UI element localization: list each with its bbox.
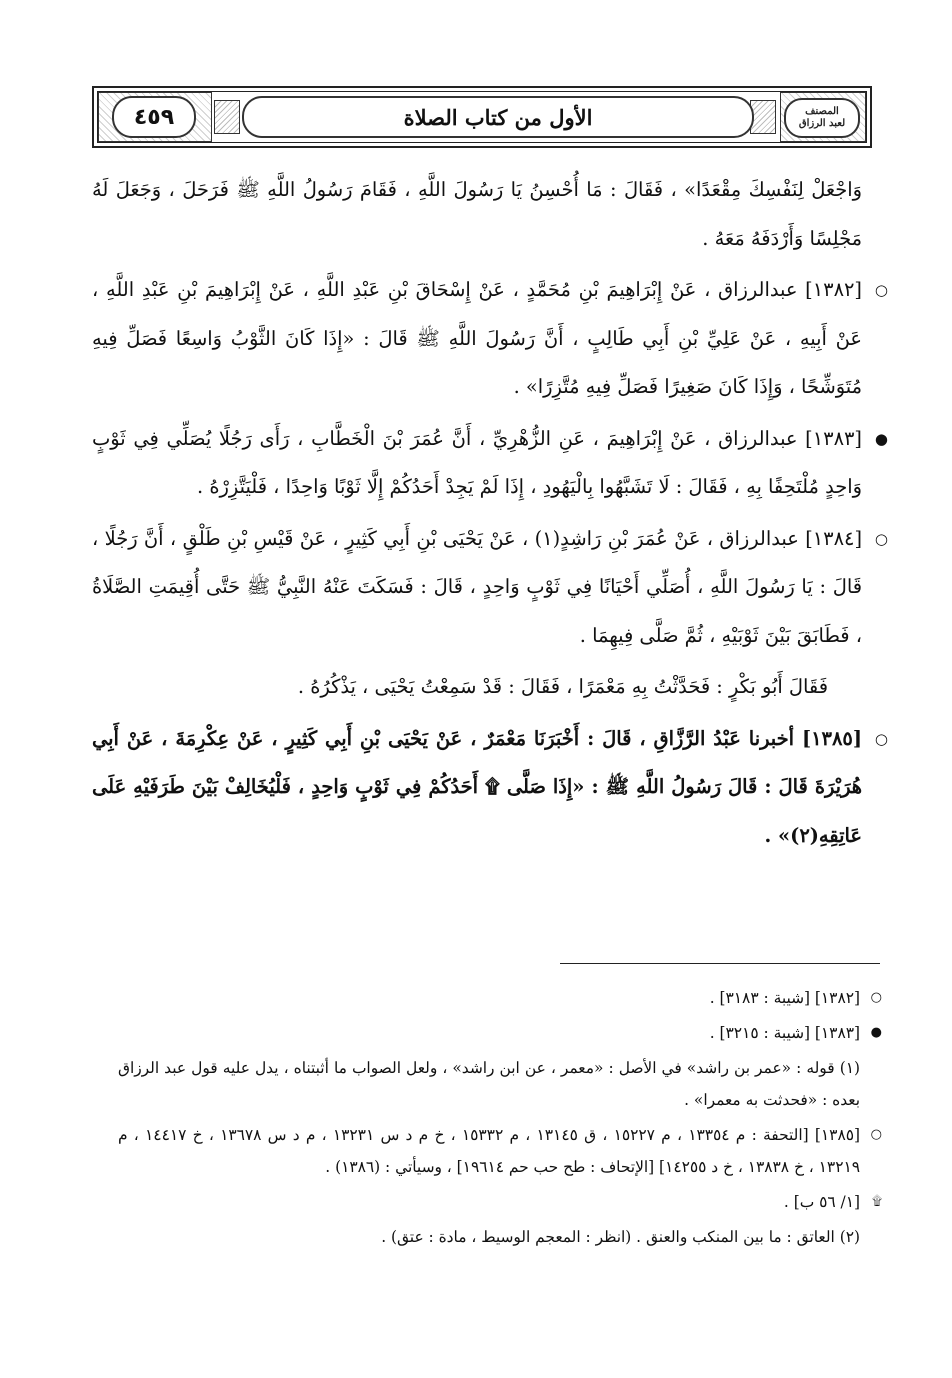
solid-circle-marker: ● <box>874 429 888 448</box>
hadith-1385: ○ [١٣٨٥] أخبرنا عَبْدُ الرَّزَّاقِ ، قَالَ : أَخْبَرَنَا مَعْمَرٌ ، عَنْ يَحْيَى بْنِ أَبِي كَثِيرٍ ، عَنْ عِكْرِمَةَ ، عَنْ أَبِي هُرَيْرَةَ قَالَ : قَالَ رَسُولُ اللَّهِ ﷺ : «إِذَا صَلَّى ۩ أَحَدُكُمْ فِي ثَوْبٍ وَاحِدٍ ، فَلْيُخَالِفْ بَيْنَ طَرَفَيْهِ عَلَى عَاتِقِهِ(٢)» . <box>92 715 888 861</box>
running-header <box>92 86 872 148</box>
hadith-1382: ○ [١٣٨٢] عبدالرزاق ، عَنْ إِبْرَاهِيمَ بْنِ مُحَمَّدٍ ، عَنْ إِسْحَاقَ بْنِ عَبْدِ اللَّهِ ، عَنْ إِبْرَاهِيمَ بْنِ عَبْدِ اللَّهِ ، عَنْ أَبِيهِ ، عَنْ عَلِيِّ بْنِ أَبِي طَالِبٍ ، أَنَّ رَسُولَ اللَّهِ ﷺ قَالَ : «إِذَا كَانَ الثَّوْبُ وَاسِعًا فَصَلِّ فِيهِ مُتَوَشِّحًا ، وَإِذَا كَانَ صَغِيرًا فَصَلِّ فِيهِ مُتَّزِرًا» . <box>92 266 888 412</box>
hollow-circle-marker: ○ <box>874 529 888 548</box>
hadith-1383: ● [١٣٨٣] عبدالرزاق ، عَنْ إِبْرَاهِيمَ ، عَنِ الزُّهْرِيِّ ، أَنَّ عُمَرَ بْنَ الْخَطَّابِ ، رَأَى رَجُلًا يُصَلِّي فِي ثَوْبٍ وَاحِدٍ مُلْتَحِفًا بِهِ ، فَقَالَ : لَا تَشَبَّهُوا بِالْيَهُودِ ، إِذَا لَمْ يَجِدْ أَحَدُكُمْ إِلَّا ثَوْبًا وَاحِدًا ، فَلْيَتَّزِرْهُ . <box>92 415 888 512</box>
footnote-folio: ۩ [١/ ٥٦ ب] . <box>118 1186 882 1218</box>
folio-marker-icon: ۩ <box>872 1194 882 1209</box>
book-logo: المصنف لعبد الرزاق <box>784 98 860 138</box>
hadith-continuation: وَاجْعَلْ لِنَفْسِكَ مِقْعَدًا» ، فَقَالَ : مَا أُحْسِنُ يَا رَسُولَ اللَّهِ ، فَقَامَ رَسُولُ اللَّهِ ﷺ فَرَحَلَ ، وَجَعَلَ لَهُ مَجْلِسًا وَأَرْدَفَهُ مَعَهُ . <box>92 178 862 250</box>
solid-circle-marker: ● <box>870 1025 882 1040</box>
hadith-1384: ○ [١٣٨٤] عبدالرزاق ، عَنْ عُمَرَ بْنِ رَاشِدٍ(١) ، عَنْ يَحْيَى بْنِ أَبِي كَثِيرٍ ، عَنْ قَيْسِ بْنِ طَلْقٍ ، أَنَّ رَجُلًا ، قَالَ : يَا رَسُولَ اللَّهِ ، أُصَلِّي أَحْيَانًا فِي ثَوْبٍ وَاحِدٍ ، قَالَ : فَسَكَتَ عَنْهُ النَّبِيُّ ﷺ حَتَّى أُقِيمَتِ الصَّلَاةُ ، فَطَابَقَ بَيْنَ ثَوْبَيْهِ ، ثُمَّ صَلَّى فِيهِمَا . <box>92 515 888 661</box>
hadith-1384-comment: فَقَالَ أَبُو بَكْرٍ : فَحَدَّثْتُ بِهِ مَعْمَرًا ، فَقَالَ : قَدْ سَمِعْتُ يَحْيَى ، يَذْكُرُهُ . <box>297 675 828 698</box>
section-title: الأول من كتاب الصلاة <box>242 96 754 138</box>
header-ornament-knot-left <box>214 100 240 134</box>
footnotes <box>118 982 882 1256</box>
hollow-circle-marker: ○ <box>870 1127 882 1142</box>
page-number: ٤٥٩ <box>112 96 196 138</box>
hollow-circle-marker: ○ <box>870 990 882 1005</box>
footnote-2: (٢) العاتق : ما بين المنكب والعنق . (انظر : المعجم الوسيط ، مادة : عتق) . <box>381 1228 860 1246</box>
footnote-1385: ○ [١٣٨٥] [التحفة : م ١٣٣٥٤ ، م ١٥٢٢٧ ، ق ١٣١٤٥ ، م ١٥٣٣٢ ، خ م د س ١٣٢٣١ ، م د س ١٣٦٧٨ ، خ ١٤٤١٧ ، م ١٣٢١٩ ، خ ١٣٨٣٨ ، خ د ١٤٢٥٥] [الإتحاف : طح حب حم ١٩٦١٤] ، وسيأتي : (١٣٨٦) . <box>118 1119 882 1183</box>
hollow-circle-marker: ○ <box>874 729 888 748</box>
footnote-divider <box>560 963 880 964</box>
main-text <box>92 166 888 863</box>
footnote-1: (١) قوله : «عمر بن راشد» في الأصل : «معمر ، عن ابن راشد» ، ولعل الصواب ما أثبتناه ، يدل عليه قول عبد الرزاق بعده : «فحدثت به معمرا» . <box>118 1059 860 1109</box>
hollow-circle-marker: ○ <box>874 281 888 299</box>
footnote-1382: ○ [١٣٨٢] [شيبة : ٣١٨٣] . <box>118 982 882 1014</box>
footnote-1383: ● [١٣٨٣] [شيبة : ٣٢١٥] . <box>118 1017 882 1049</box>
